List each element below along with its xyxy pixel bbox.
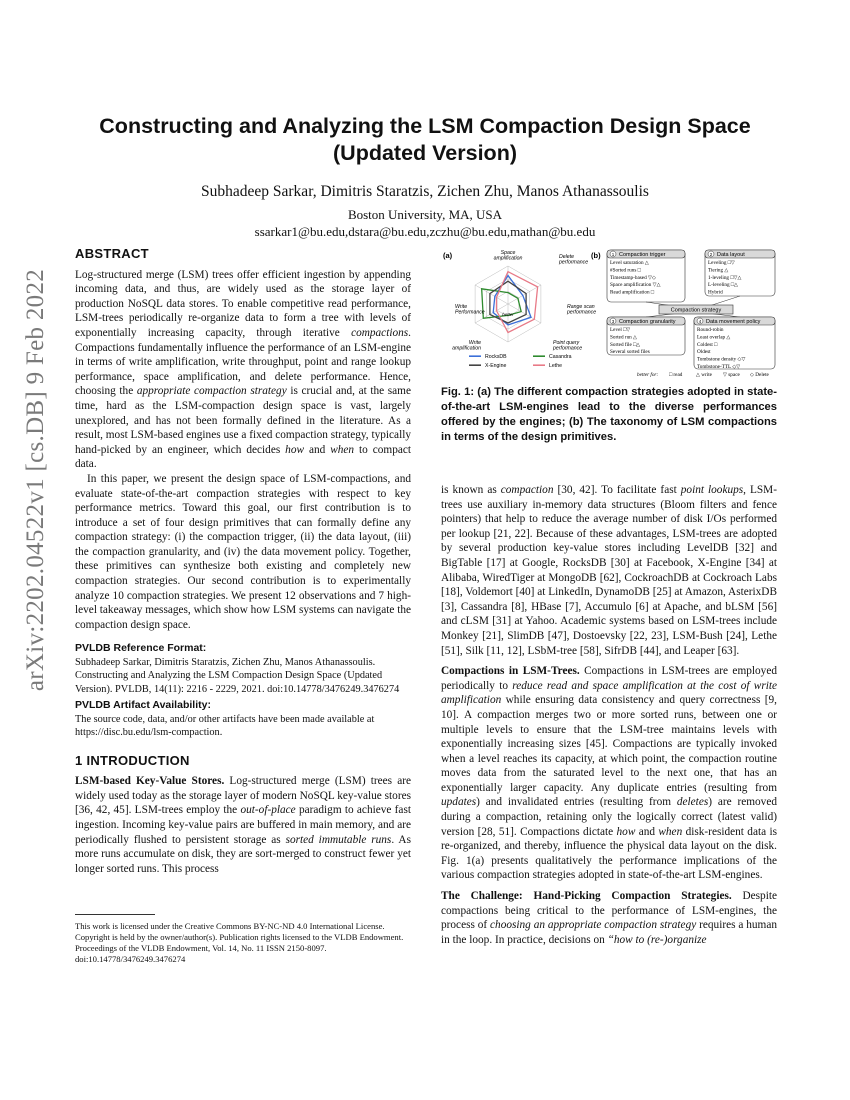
layout-items-item-4: Hybrid: [708, 289, 723, 296]
movement-items-item-1: Least overlap △: [697, 334, 731, 341]
intro-paragraph-1: LSM-based Key-Value Stores. Log-structured merge (LSM) trees are widely used today as the storage layer of modern NoSQL key-value stores [36, 42, 45]. LSM-trees employ the out-of-place paradigm to achieve fast ingestion. Incoming key-value pairs are buffered in main memory, and are periodically flushed to persistent storage as sorted immutable runs. As more runs accumulate on disk, they are sort-merged to construct fewer yet longer sorted runs. This process: [75, 775, 411, 875]
intro-heading: 1 INTRODUCTION: [75, 752, 190, 768]
prim-legend-item-0: □ read: [669, 372, 683, 378]
abstract-heading: ABSTRACT: [75, 246, 149, 261]
radar-axis-label-4: Write amplification: [452, 340, 481, 352]
footnote: [75, 914, 411, 965]
svg-text:1: 1: [611, 251, 615, 257]
movement-items-item-5: Tombstone-TTL ◇▽: [697, 364, 741, 370]
layout-items-item-3: L-leveling □△: [708, 282, 739, 289]
radar-legend: [469, 354, 572, 369]
radar-series-lethe: [496, 272, 537, 333]
granularity-box: [607, 317, 685, 355]
trigger-box: [607, 250, 685, 302]
affiliation: Boston University, MA, USA: [347, 207, 503, 222]
movement-items-item-4: Tombstone density ◇▽: [697, 356, 746, 363]
trigger-box-title: Compaction trigger: [619, 252, 666, 258]
pvldb-artifact-heading: PVLDB Artifact Availability:: [75, 699, 211, 712]
svg-text:4: 4: [698, 318, 702, 324]
radar-axis-label-2: Range scan performance: [567, 304, 597, 316]
trigger-items-item-0: Level saturation △: [610, 260, 649, 266]
paper-title: [60, 113, 790, 167]
trigger-items-item-4: Read amplification □: [610, 289, 655, 296]
radar-center-label: better: [502, 312, 514, 317]
prim-legend-item-1: △ write: [696, 372, 712, 378]
movement-box: [694, 317, 775, 370]
granularity-items-item-1: Sorted run △: [610, 334, 638, 341]
primitive-legend: [637, 371, 770, 378]
legend-label-lethe: Lethe: [549, 363, 562, 369]
svg-text:2: 2: [709, 251, 713, 257]
svg-text:better for:: better for:: [637, 372, 659, 378]
granularity-items-item-0: Level □▽: [610, 327, 631, 333]
title-line1: Constructing and Analyzing the LSM Compaction Design Space: [99, 114, 751, 138]
compaction-strategy-label: Compaction strategy: [670, 307, 722, 314]
movement-items-item-3: Oldest: [697, 349, 711, 356]
radar-axis-label-3: Point query performance: [553, 340, 583, 352]
challenge-paragraph: The Challenge: Hand-Picking Compaction Strategies. Despite compactions being critical to the performance of LSM-engines, the process of choosing an appropriate compaction strategy requires a human in the loop. In practice, decisions on “how to (re-)organize: [441, 890, 777, 946]
prim-legend-item-2: ▽ space: [723, 372, 740, 378]
pvldb-ref-text: Subhadeep Sarkar, Dimitris Staratzis, Zichen Zhu, Manos Athanassoulis. Constructing and Analyzing the LSM Compaction Design Space (Updated Version). PVLDB, 14(11): 2216 - 2229, 2021. doi:10.14778/3476249.3476274: [75, 657, 400, 695]
legend-label-x-engine: X-Engine: [485, 363, 507, 369]
legend-label-casandra: Casandra: [549, 354, 572, 360]
prim-legend-item-3: ◇ Delete: [750, 372, 769, 378]
pvldb-ref-heading: PVLDB Reference Format:: [75, 642, 207, 655]
left-column: [75, 247, 411, 876]
emails: ssarkar1@bu.edu,dstara@bu.edu,zczhu@bu.edu,mathan@bu.edu: [254, 224, 596, 239]
layout-box: [705, 250, 775, 296]
figure-caption: Fig. 1: (a) The different compaction strategies adopted in state-of-the-art LSM-engines lead to the diverse performances offered by the engines; (b) The taxonomy of LSM compactions in terms of the design primitives.: [441, 386, 777, 443]
layout-items-item-1: Tiering △: [708, 267, 729, 274]
footnote-proceedings: Proceedings of the VLDB Endowment, Vol. 14, No. 11 ISSN 2150-8097.: [75, 943, 327, 953]
footnote-license: This work is licensed under the Creative Commons BY-NC-ND 4.0 International License. Copyright is held by the owner/author(s). Publication rights licensed to the VLDB Endowment.: [75, 921, 404, 942]
radar-axis-label-5: Write Performance: [455, 304, 485, 316]
footnote-rule: [75, 914, 155, 915]
layout-items-item-0: Leveling □▽: [708, 260, 735, 266]
granularity-items-item-2: Sorted file □△: [610, 341, 641, 348]
abstract-paragraph-1: Log-structured merge (LSM) trees offer efficient ingestion by appending incoming data, and thus, are widely used as the storage layer of production NoSQL data stores. To enable competitive read performance, LSM-trees periodically re-organize data to form a tree with levels of exponentially increasing capacity, through iterative compactions. Compactions fundamentally influence the performance of an LSM-engine in terms of write amplification, write throughput, point and range lookup performance, space amplification, and delete performance. Hence, choosing the appropriate compaction strategy is crucial and, at the same time, hard as the LSM-compaction design space is vast, largely unexplored, and has not been formally defined in the literature. As a result, most LSM-based engines use a fixed compaction strategy, typically hand-picked by an engineer, which decides how and when to compact data.: [75, 268, 412, 471]
movement-items-item-0: Round-robin: [697, 327, 724, 333]
intro-paragraph-cont: is known as compaction [30, 42]. To facilitate fast point lookups, LSM-trees use auxiliary in-memory data structures (Bloom filters and fence pointers) that help to reduce the average number of disk I/Os performed per lookup [21, 22]. Because of these advantages, LSM-trees are adopted by several production key-value stores including LevelDB [32] and BigTable [17] at Google, RocksDB [30] at Facebook, X-Engine [34] at Alibaba, WiredTiger at MongoDB [62], CockroachDB at Cockroach Labs [18], Voldemort [40] at LinkedIn, DynamoDB [25] at Amazon, AsterixDB [3], Cassandra [8], HBase [7], Accumulo [6] at Apache, and bLSM [56] and cLSM [31] at Yahoo. Academic systems based on LSM-trees include Monkey [21], SlimDB [47], Dostoevsky [22, 23], LSM-Bush [24], Lethe [51], Silk [11, 12], LSbM-tree [58], SifrDB [44], and Leaper [63].: [441, 484, 777, 657]
footnote-doi: doi:10.14778/3476249.3476274: [75, 954, 186, 964]
trigger-items-item-1: #Sorted runs □: [610, 267, 641, 274]
arxiv-stamp: arXiv:2202.04522v1 [cs.DB] 9 Feb 2022: [22, 268, 49, 692]
authors: Subhadeep Sarkar, Dimitris Staratzis, Zichen Zhu, Manos Athanassoulis: [201, 183, 649, 200]
abstract-paragraph-2: In this paper, we present the design space of LSM-compactions, and evaluate state-of-the-art compaction strategies with respect to key performance metrics. Toward this goal, our first contribution is to introduce a set of four design primitives that can formally define any compaction strategy: (i) the compaction trigger, (ii) the data layout, (iii) the compaction granularity, and (iv) the data movement policy. Together, these primitives can synthesize both existing and completely new compaction strategies. Our second contribution is to experimentally analyze 10 compaction strategies. We present 12 observations and 7 high-level takeaway messages, which show how LSM systems can navigate the compaction design space.: [75, 472, 411, 631]
legend-label-rocksdb: RocksDB: [485, 354, 507, 360]
trigger-items-item-2: Timestamp-based ▽◇: [610, 274, 656, 281]
affiliation-block: [60, 206, 790, 240]
right-column: [441, 483, 777, 947]
radar-axis-label-0: Space amplification: [493, 250, 523, 262]
compactions-paragraph: Compactions in LSM-Trees. Compactions in LSM-trees are employed periodically to reduce read and space amplification at the cost of write amplification while ensuring data consistency and query correctness [9, 10]. A compaction merges two or more sorted runs, between one or multiple levels to ensure that the LSM-tree maintains levels with exponentially increasing sizes [45]. Compactions are typically invoked when a level reaches its capacity, at which point, the compaction routine moves data from the saturated level to the next one, that has an exponentially larger capacity. Any duplicate entries (resulting from updates) and invalidated entries (resulting from deletes) are removed during a compaction, retaining only the logically correct (latest valid) version [28, 51]. Compactions dictate how and when disk-resident data is re-organized, and thereby, influence the physical data layout on the disk. Fig. 1(a) presents qualitatively the performance implications of the various compaction strategies adopted in state-of-the-art LSM-engines.: [441, 665, 778, 882]
layout-box-title: Data layout: [717, 252, 745, 258]
movement-box-title: Data movement policy: [706, 319, 761, 325]
granularity-items-item-3: Several sorted files: [610, 349, 650, 356]
title-line2: (Updated Version): [333, 141, 517, 165]
radar-axis-label-1: Delete performance: [559, 254, 589, 266]
radar-chart: [475, 266, 541, 342]
pvldb-artifact-text: The source code, data, and/or other artifacts have been made available at https://disc.bu.edu/lsm-compaction.: [75, 713, 375, 739]
svg-text:3: 3: [611, 318, 615, 324]
granularity-box-title: Compaction granularity: [619, 319, 676, 325]
panel-b-label: (b): [591, 251, 601, 260]
figure-1: [441, 246, 777, 381]
trigger-items-item-3: Space amplification ▽△: [610, 282, 661, 289]
layout-items-item-2: 1-leveling □▽△: [708, 274, 742, 281]
movement-items-item-2: Coldest □: [697, 341, 718, 348]
radar-series-rocksdb: [493, 276, 531, 325]
panel-a-label: (a): [443, 251, 453, 260]
